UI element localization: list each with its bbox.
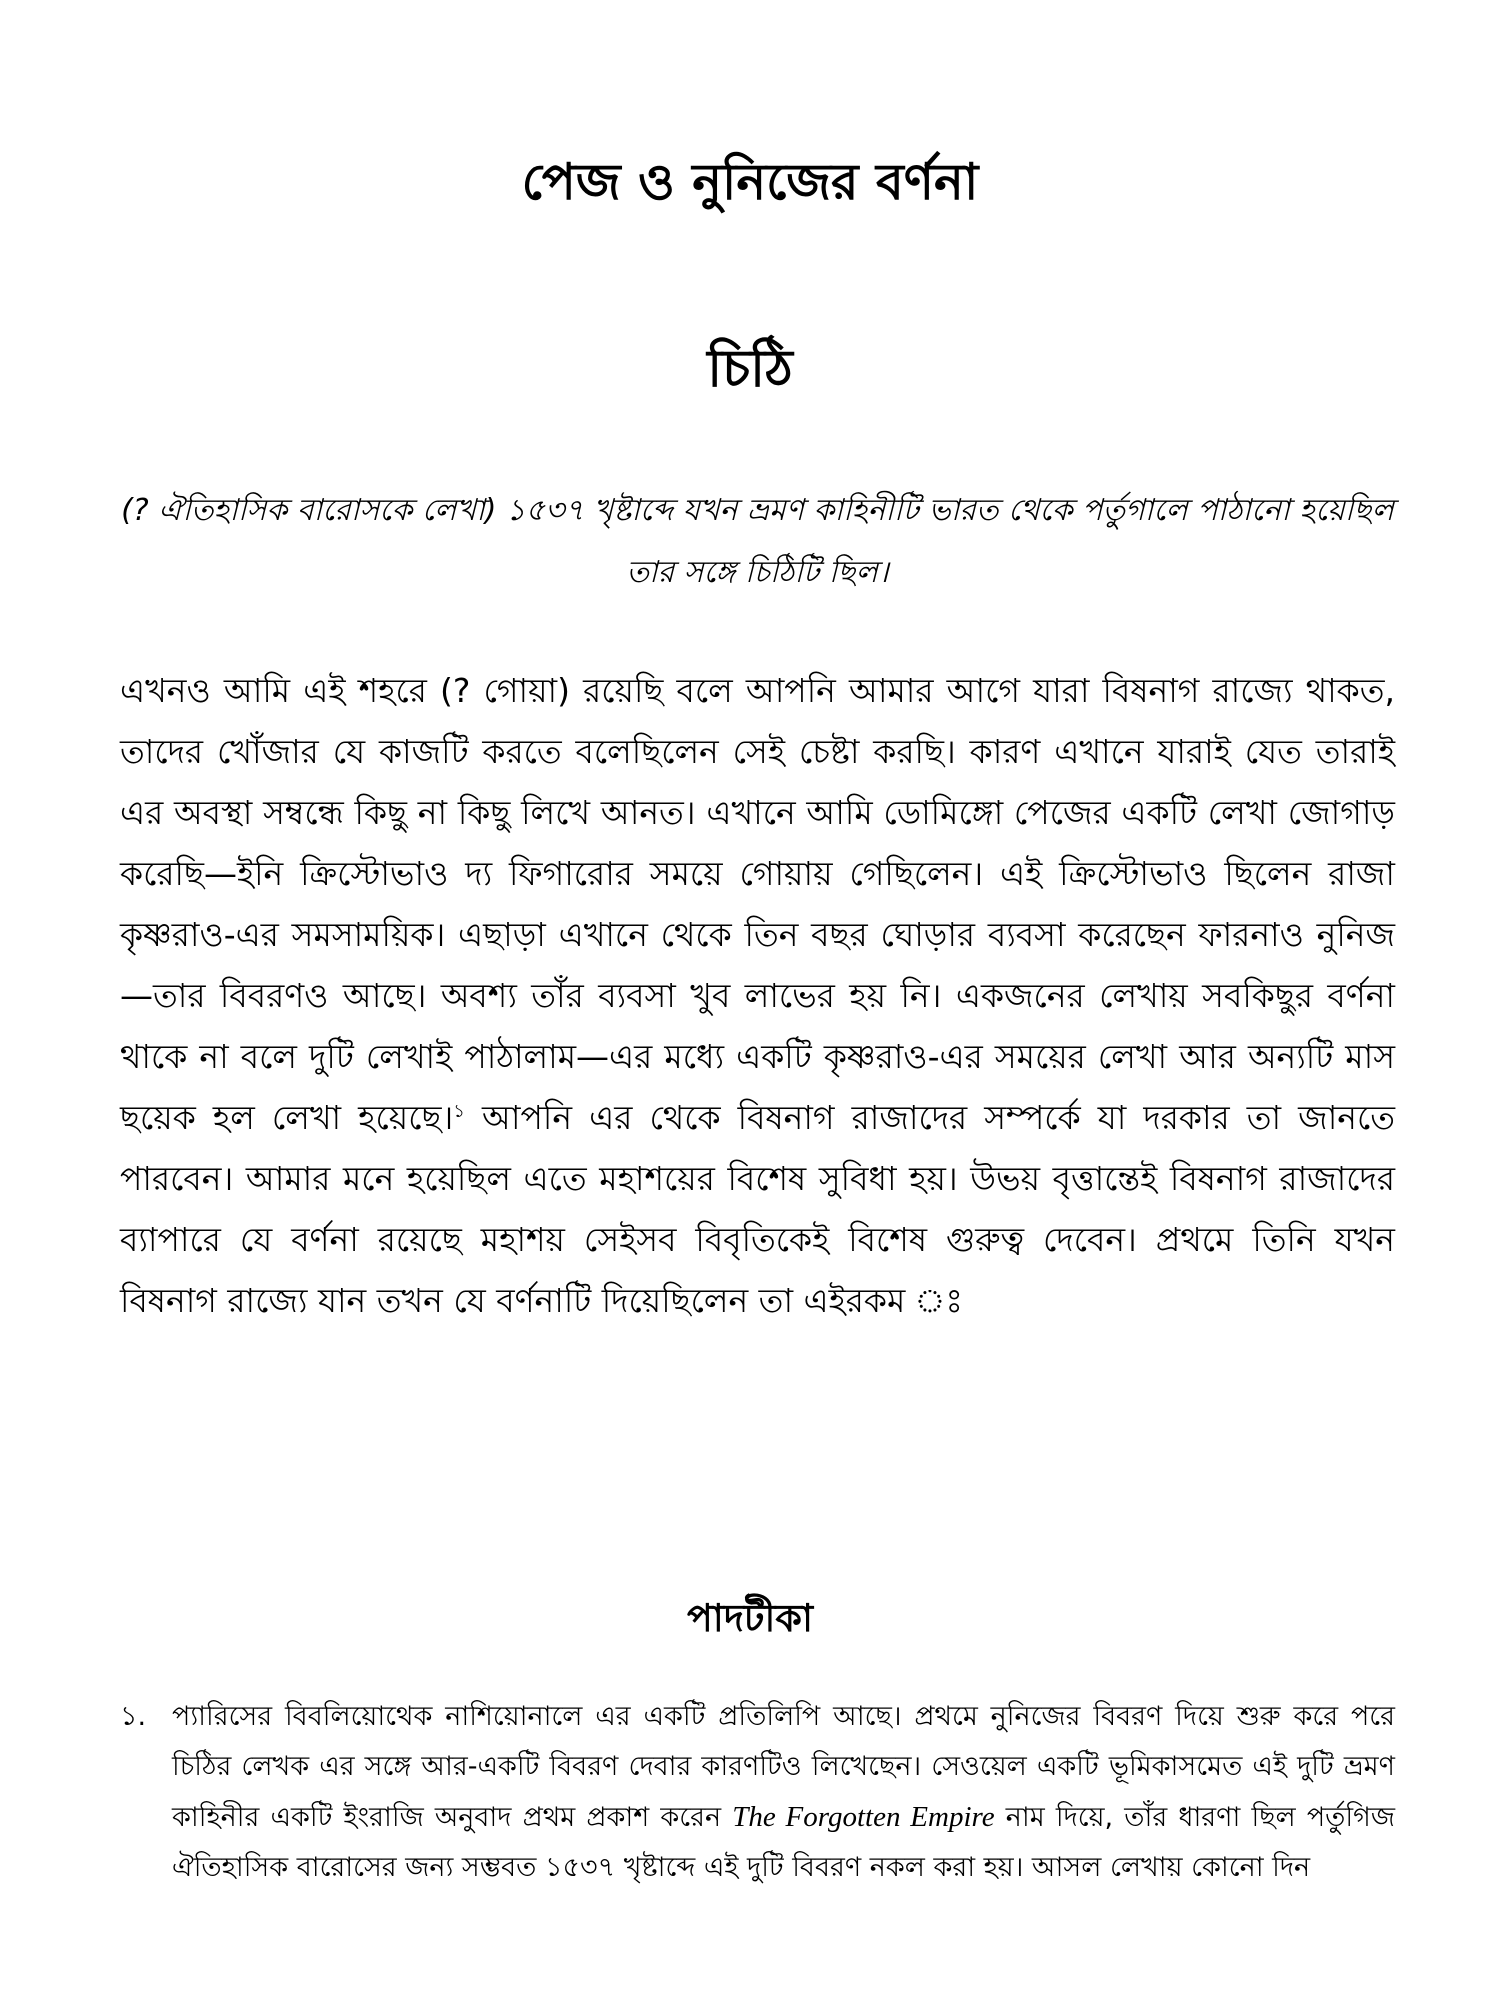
footnote-text-part-2: নাম দিয়ে, তাঁর ধারণা ছিল পর্তুগিজ ঐতিহাসিক বারোসের জন্য সম্ভবত ১৫৩৭ খৃষ্টাব্দে এই দুটি বিবরণ নকল করা হয়। আসল লেখায় কোনো দিন bbox=[172, 1802, 1395, 1883]
footnote-text bbox=[172, 1692, 1395, 1893]
footnote-reference[interactable]: ১ bbox=[453, 1101, 465, 1122]
footnote-number: ১. bbox=[120, 1701, 147, 1732]
footnote-text-part-1: প্যারিসের বিবলিয়োথেক নাশিয়োনালে এর একটি প্রতিলিপি আছে। প্রথমে নুনিজের বিবরণ দিয়ে শুরু করে পরে চিঠির লেখক এর সঙ্গে আর-একটি বিবরণ দেবার কারণটিও লিখেছেন। সেওয়েল একটি ভূমিকাসমেত এই দুটি ভ্রমণ কাহিনীর একটি ইংরাজি অনুবাদ প্রথম প্রকাশ করেন bbox=[172, 1701, 1395, 1833]
letter-body-part-1: এখনও আমি এই শহরে (? গোয়া) রয়েছি বলে আপনি আমার আগে যারা বিষনাগ রাজ্যে থাকত, তাদের খোঁজার যে কাজটি করতে বলেছিলেন সেই চেষ্টা করছি। কারণ এখানে যারাই যেত তারাই এর অবস্থা সম্বন্ধে কিছু না কিছু লিখে আনত। এখানে আমি ডোমিঙ্গো পেজের একটি লেখা জোগাড় করেছি—ইনি ক্রিস্টোভাও দ্য ফিগারোর সময়ে গোয়ায় গেছিলেন। এই ক্রিস্টোভাও ছিলেন রাজা কৃষ্ণরাও-এর সমসাময়িক। এছাড়া এখানে থেকে তিন বছর ঘোড়ার ব্যবসা করেছেন ফারনাও নুনিজ—তার বিবরণও আছে। অবশ্য তাঁর ব্যবসা খুব লাভের হয় নি। একজনের লেখায় সবকিছুর বর্ণনা থাকে না বলে দুটি লেখাই পাঠালাম—এর মধ্যে একটি কৃষ্ণরাও-এর সময়ের লেখা আর অন্যটি মাস ছয়েক হল লেখা হয়েছে। bbox=[120, 671, 1395, 1137]
page-title: পেজ ও নুনিজের বর্ণনা bbox=[521, 153, 979, 211]
book-title: The Forgotten Empire bbox=[732, 1801, 995, 1833]
footnote-item bbox=[120, 1692, 1395, 1893]
intro-note: (? ঐতিহাসিক বারোসকে লেখা) ১৫৩৭ খৃষ্টাব্দে যখন ভ্রমণ কাহিনীটি ভারত থেকে পর্তুগালে পাঠানো হয়েছিল তার সঙ্গে চিঠিটি ছিল। bbox=[121, 493, 1394, 590]
letter-body bbox=[120, 660, 1395, 1331]
letter-body-part-2: আপনি এর থেকে বিষনাগ রাজাদের সম্পর্কে যা দরকার তা জানতে পারবেন। আমার মনে হয়েছিল এতে মহাশয়ের বিশেষ সুবিধা হয়। উভয় বৃত্তান্তেই বিষনাগ রাজাদের ব্যাপারে যে বর্ণনা রয়েছে মহাশয় সেইসব বিবৃতিকেই বিশেষ গুরুত্ব দেবেন। প্রথমে তিনি যখন বিষনাগ রাজ্যে যান তখন যে বর্ণনাটি দিয়েছিলেন তা এইরকম ঃ bbox=[120, 1098, 1395, 1320]
letter-heading: চিঠি bbox=[707, 339, 793, 399]
footnote-heading: পাদটীকা bbox=[687, 1596, 813, 1640]
